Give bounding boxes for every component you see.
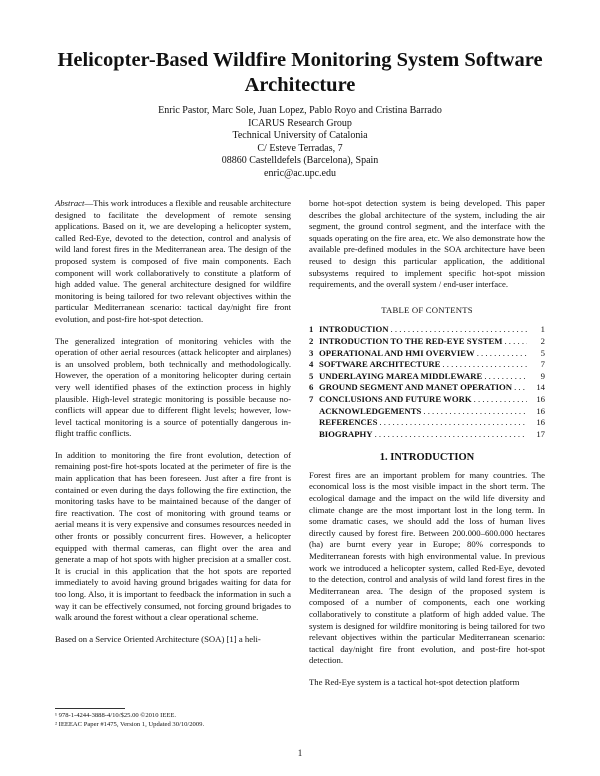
toc-label: OPERATIONAL AND HMI OVERVIEW	[319, 347, 475, 358]
paragraph: Based on a Service Oriented Architecture (SOA) [1] a heli-	[55, 633, 261, 644]
author-institution: Technical University of Catalonia	[232, 130, 368, 142]
right-column	[309, 198, 545, 699]
toc-label: INTRODUCTION	[319, 324, 389, 335]
abstract-label: Abstract	[55, 198, 85, 208]
toc-label: CONCLUSIONS AND FUTURE WORK	[319, 393, 472, 404]
author-city: 08860 Castelldefels (Barcelona), Spain	[221, 155, 379, 167]
table-of-contents	[309, 324, 545, 440]
footnote-rule	[55, 708, 125, 709]
toc-label: UNDERLAYING MAREA MIDDLEWARE	[319, 370, 483, 381]
toc-number: 2	[309, 335, 314, 346]
toc-leader	[442, 359, 527, 371]
toc-page: 16	[536, 393, 545, 404]
footnotes	[55, 712, 291, 729]
toc-entry[interactable]	[309, 394, 545, 406]
toc-page: 5	[540, 347, 545, 358]
toc-number: 6	[309, 382, 314, 393]
toc-number: 3	[309, 347, 314, 358]
footnote: ² IEEEAC Paper #1475, Version 1, Updated 30/10/2009.	[55, 720, 205, 728]
left-column	[55, 198, 291, 655]
toc-label: ACKNOWLEDGEMENTS	[319, 405, 422, 416]
toc-page: 1	[540, 324, 545, 335]
toc-leader	[484, 371, 527, 383]
toc-entry[interactable]	[309, 406, 545, 418]
toc-entry[interactable]	[309, 336, 545, 348]
author-street: C/ Esteve Terradas, 7	[257, 142, 343, 154]
toc-entry[interactable]	[309, 382, 545, 394]
toc-label: INTRODUCTION TO THE RED-EYE SYSTEM	[319, 335, 503, 346]
toc-page: 2	[540, 335, 545, 346]
toc-number: 4	[309, 359, 314, 370]
toc-leader	[391, 324, 527, 336]
toc-page: 17	[536, 428, 545, 439]
paragraph: Forest fires are an important problem for many countries. The economical loss is the most visible impact in the short term. The ecological damage and the impact on the wild life diversity and climate change are the most important lost in the long term. In some dramatic cases, we should add the loss of human lives directly caused by forest fire. Between 200.000–600.000 hectares (ha) are burnt every year in Europe; 80% corresponds to Mediterranean forests with high environmental value. In previous work we introduced a helicopter system, called Red-Eye, devoted to the detection, control and analysis of wild land forest fires in the Mediterranean area. The design of the proposed system is composed of a number of components, each one working collaboratively to constitute a platform of high added value. The system is designed for wildfire monitoring is being tailored for two relevant objectives within the particular Mediterranean scenario: tactical day/night fire front evolution, and post-fire hot-spot detection.	[309, 469, 545, 666]
paragraph: The generalized integration of monitoring vehicles with the operation of other aerial resources (attack helicopter and airplanes) is an unsolved problem, both technically and methodologically. However, the operation of a monitoring helicopter during certain very well identified phases of the extinction process in highly plausible. High-level strategic monitoring is possible because no-conflicts will appear due to different flight levels; however, low-level tactical monitoring is a source of potentially dangerous in-flight traffic conflicts.	[55, 335, 291, 439]
toc-label: GROUND SEGMENT AND MANET OPERATION	[319, 382, 513, 393]
toc-leader	[474, 394, 527, 406]
toc-number: 1	[309, 324, 314, 335]
toc-number: 7	[309, 393, 314, 404]
author-group: ICARUS Research Group	[248, 117, 352, 129]
toc-leader	[375, 429, 527, 441]
toc-page: 14	[536, 382, 545, 393]
toc-label: SOFTWARE ARCHITECTURE	[319, 359, 441, 370]
toc-entry[interactable]	[309, 359, 545, 371]
abstract	[55, 198, 291, 326]
paragraph: In addition to monitoring the fire front evolution, detection of remaining post-fire hot-spots located at the perimeter of fire is the main application that has been foreseen. Just after a fire front is contained or even during the days following the fire extinction, the monitoring tasks have to be maintained because of the danger of fire reactivation. The cost of monitoring with ground teams or aerial means it is very expensive and consumes resources needed in other fronts or possibly concurrent fires. However, a helicopter equipped with thermal cameras, can flight over the area and generate a map of hot spots with higher precision at a smaller cost. It is crucial in this application that the hot spots are reported immediately to avoid having ground brigades waiting for data for too long. Also, it is important to feedback the information in such a way it can be effectively consumed, not forcing ground brigades to walk around the forest without a clear operational scheme.	[55, 449, 291, 623]
paragraph: The Red-Eye system is a tactical hot-spot detection platform	[309, 676, 520, 687]
toc-title: TABLE OF CONTENTS	[381, 304, 473, 315]
toc-page: 16	[536, 405, 545, 416]
toc-entry[interactable]	[309, 371, 545, 383]
toc-leader	[423, 406, 527, 418]
paragraph: borne hot-spot detection system is being developed. This paper describes the global architecture of the system, including the air segment, the ground control segment, and the interface with the squads operating on the fire area, etc. We also demonstrate how the available pre-defined modules in the SOA architecture have been reused to design this particular application, the additional subsystems required to implement specific hot-spot mission requirements, and the overall system / end-user interface.	[309, 198, 545, 290]
author-email: enric@ac.upc.edu	[264, 167, 336, 179]
author-names: Enric Pastor, Marc Sole, Juan Lopez, Pablo Royo and Cristina Barrado	[158, 105, 442, 116]
section-heading: 1. INTRODUCTION	[379, 452, 475, 464]
author-block	[60, 105, 540, 181]
toc-label: REFERENCES	[319, 417, 378, 428]
toc-page: 9	[540, 370, 545, 381]
paper-title: Helicopter-Based Wildfire Monitoring System Software Architecture	[57, 49, 543, 96]
toc-label: BIOGRAPHY	[319, 428, 373, 439]
toc-page: 16	[536, 417, 545, 428]
footnote: ¹ 978-1-4244-3888-4/10/$25.00 ©2010 IEEE.	[55, 712, 177, 719]
toc-leader	[504, 336, 527, 348]
page-number: 1	[297, 748, 303, 758]
toc-page: 7	[540, 359, 545, 370]
toc-number: 5	[309, 370, 314, 381]
toc-entry[interactable]	[309, 324, 545, 336]
toc-leader	[379, 417, 527, 429]
toc-entry[interactable]	[309, 348, 545, 360]
toc-leader	[514, 382, 527, 394]
toc-leader	[477, 348, 527, 360]
toc-entry[interactable]	[309, 417, 545, 429]
abstract-text: —This work introduces a flexible and reusable architecture designed to facilitate the development of remote sensing applications. Based on it, we are developing a helicopter system, called Red-Eye, devoted to the detection, control and analysis of wild land forest fires in the Mediterranean area. The design of the proposed system is composed of five main components. Each component will work collaboratively to constitute a platform of high added value. The general architecture designed for wildfire monitoring is being tailored for two relevant objectives within the particular Mediterranean scenario: tactical day/night fire front evolution, and post-fire hot-spot detection.	[55, 198, 291, 324]
toc-entry[interactable]	[309, 429, 545, 441]
